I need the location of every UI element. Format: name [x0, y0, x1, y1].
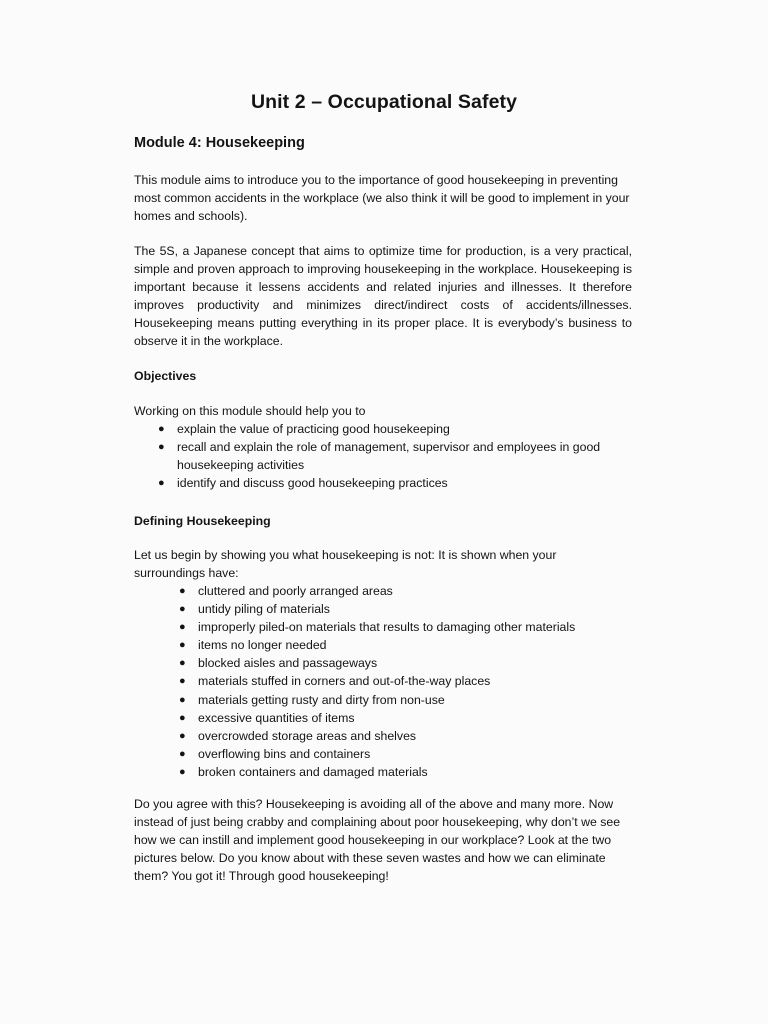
defining-heading: Defining Housekeeping	[134, 514, 271, 528]
list-item	[177, 709, 647, 727]
objectives-lead: Working on this module should help you to	[134, 404, 366, 418]
list-item	[177, 691, 647, 709]
bullet-icon: ●	[179, 675, 186, 688]
list-item	[177, 636, 647, 654]
defining-item-text: materials stuffed in corners and out-of-the-way places	[198, 674, 491, 689]
bullet-icon: ●	[179, 747, 186, 760]
list-item	[177, 618, 647, 636]
objective-text: recall and explain the role of management, supervisor and employees in good housekeeping activities	[177, 440, 601, 473]
bullet-icon: ●	[158, 423, 165, 435]
bullet-icon: ●	[179, 729, 186, 742]
defining-item-text: cluttered and poorly arranged areas	[198, 584, 393, 598]
closing-paragraph: Do you agree with this? Housekeeping is avoiding all of the above and many more. Now instead of just being crabby and complaining about poor housekeeping, why don’t we see how we can instill and implement good housekeeping in our workplace? Look at the two pictures below. Do you know about with these seven wastes and how we can eliminate them? You got it! Through good housekeeping!	[134, 797, 621, 884]
defining-list	[177, 582, 647, 781]
bullet-icon: ●	[179, 603, 186, 616]
list-item	[177, 672, 647, 690]
objective-text: identify and discuss good housekeeping practices	[177, 476, 448, 491]
defining-item-text: blocked aisles and passageways	[198, 656, 378, 671]
defining-lead: Let us begin by showing you what housekeeping is not: It is shown when your surroundings have:	[134, 548, 557, 581]
five-s-paragraph: The 5S, a Japanese concept that aims to optimize time for production, is a very practical, simple and proven approach to improving housekeeping in the workplace. Housekeeping is important because it lessens accidents and related injuries and illnesses. It therefore improves productivity and minimizes direct/indirect costs of accidents/illnesses. Housekeeping means putting everything in its proper place. It is everybody’s business to observe it in the workplace.	[134, 244, 632, 349]
bullet-icon: ●	[179, 657, 186, 670]
defining-item-text: materials getting rusty and dirty from non-use	[198, 692, 445, 707]
bullet-icon: ●	[179, 585, 186, 597]
defining-item-text: broken containers and damaged materials	[198, 764, 428, 779]
list-item	[177, 654, 647, 672]
bullet-icon: ●	[158, 441, 165, 454]
bullet-icon: ●	[179, 621, 186, 634]
objectives-list	[156, 420, 636, 492]
defining-item-text: overcrowded storage areas and shelves	[198, 728, 417, 743]
list-item	[177, 763, 647, 781]
module-heading: Module 4: Housekeeping	[134, 135, 305, 151]
bullet-icon: ●	[179, 765, 186, 778]
list-item	[177, 582, 647, 600]
objectives-heading: Objectives	[134, 369, 197, 383]
list-item	[156, 420, 636, 438]
list-item	[156, 474, 636, 492]
list-item	[177, 727, 647, 745]
bullet-icon: ●	[179, 693, 186, 706]
intro-paragraph: This module aims to introduce you to the importance of good housekeeping in preventing most common accidents in the workplace (we also think it will be good to implement in your homes and schools).	[134, 173, 630, 224]
defining-item-text: overflowing bins and containers	[198, 746, 371, 761]
bullet-icon: ●	[158, 477, 165, 490]
bullet-icon: ●	[179, 711, 186, 724]
bullet-icon: ●	[179, 639, 186, 652]
list-item	[156, 438, 636, 474]
defining-item-text: excessive quantities of items	[198, 710, 355, 725]
list-item	[177, 745, 647, 763]
defining-item-text: improperly piled-on materials that results to damaging other materials	[198, 620, 576, 635]
defining-item-text: items no longer needed	[198, 638, 327, 653]
objective-text: explain the value of practicing good housekeeping	[177, 422, 450, 436]
page-title: Unit 2 – Occupational Safety	[250, 91, 518, 113]
list-item	[177, 600, 647, 618]
defining-item-text: untidy piling of materials	[198, 602, 330, 617]
